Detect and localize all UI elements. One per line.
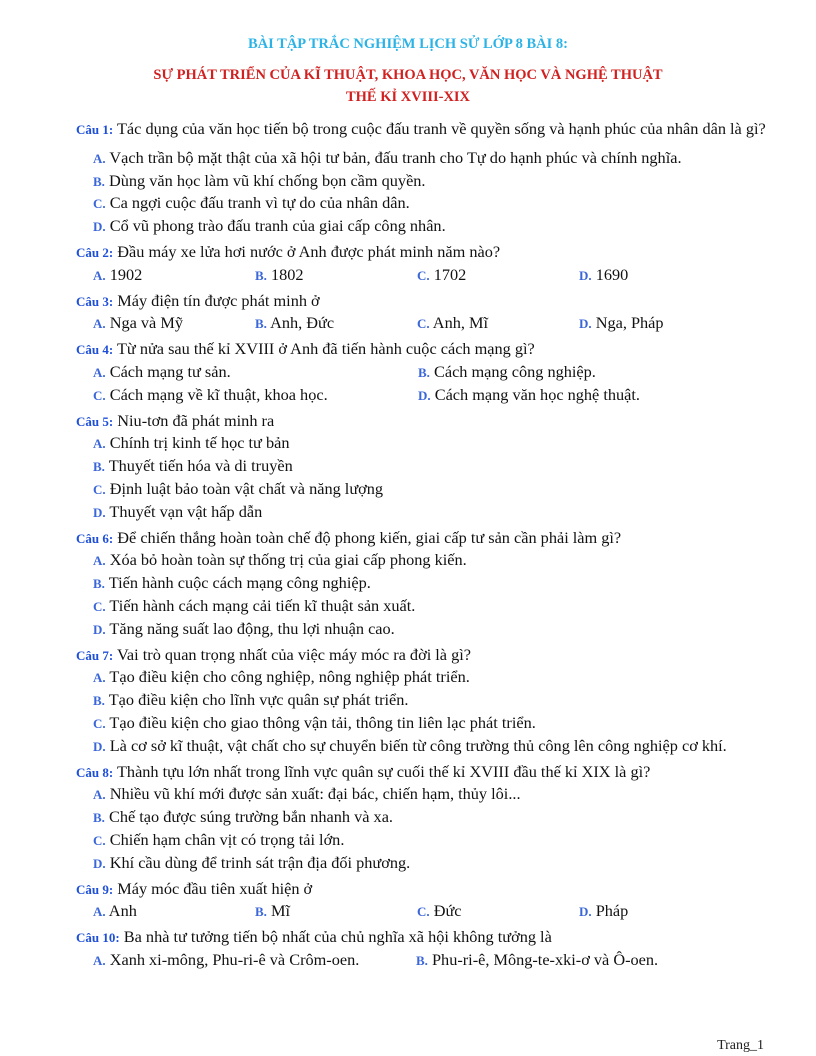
answer-label: B. — [93, 459, 105, 475]
answer-d — [579, 900, 741, 923]
answer-d — [76, 501, 768, 524]
answer-text: Mĩ — [266, 901, 290, 921]
question-text: Để chiến thắng hoàn toàn chế độ phong kiến, giai cấp tư sản cần phải làm gì? — [113, 527, 622, 547]
question-label: Câu 1: — [76, 122, 114, 137]
answer-row — [76, 312, 768, 335]
answer-b — [76, 170, 768, 193]
answer-b — [418, 361, 743, 384]
question-6 — [76, 527, 768, 550]
answer-a — [76, 783, 768, 806]
question-text: Ba nhà tư tưởng tiến bộ nhất của chủ nghĩa xã hội không tưởng là — [119, 927, 552, 947]
question-text: Tác dụng của văn học tiến bộ trong cuộc đấu tranh về quyền sống và hạnh phúc của nhân dân là gì? — [113, 119, 766, 138]
answer-label: A. — [93, 787, 106, 803]
answer-label: A. — [93, 436, 106, 452]
question-label: Câu 3: — [76, 293, 114, 309]
answer-text: Nga, Pháp — [591, 313, 664, 333]
answer-text: Là cơ sở kĩ thuật, vật chất cho sự chuyển biến từ công trường thủ công lên công nghiệp cơ khí. — [105, 735, 727, 755]
question-label: Câu 2: — [76, 244, 114, 260]
answer-text: Dùng văn học làm vũ khí chống bọn cầm quyền. — [104, 170, 426, 190]
answer-a — [76, 549, 768, 572]
answer-b — [76, 572, 768, 595]
answer-text: Cổ vũ phong trào đấu tranh của giai cấp công nhân. — [105, 216, 446, 236]
answer-label: C. — [93, 598, 106, 614]
question-8 — [76, 761, 768, 784]
answer-text: Khí cầu dùng để trinh sát trận địa đối phương. — [105, 852, 411, 872]
answer-text: Anh — [105, 901, 137, 921]
answer-a — [93, 900, 255, 923]
answer-label: D. — [579, 316, 592, 332]
answer-label: C. — [93, 387, 106, 403]
answer-label: C. — [93, 481, 106, 497]
answer-label: D. — [579, 267, 592, 283]
answer-d — [579, 264, 741, 287]
question-4 — [76, 338, 768, 361]
answer-label: B. — [93, 693, 105, 709]
answer-text: Chế tạo được súng trường bắn nhanh và xa. — [104, 807, 393, 827]
question-label: Câu 10: — [76, 930, 120, 946]
title-block — [0, 34, 816, 108]
answer-b — [255, 900, 417, 923]
answer-text: Tạo điều kiện cho lĩnh vực quân sự phát triển. — [104, 690, 409, 710]
answer-b — [416, 949, 658, 972]
answer-label: B. — [255, 267, 267, 283]
answer-label: A. — [93, 150, 106, 166]
answer-text: Cách mạng văn học nghệ thuật. — [430, 384, 640, 404]
answer-c — [76, 712, 768, 735]
title-line-3: THẾ KỈ XVIII-XIX — [345, 89, 471, 105]
answer-label: D. — [93, 219, 106, 235]
answer-label: D. — [93, 738, 106, 754]
question-list — [76, 115, 768, 972]
question-label: Câu 9: — [76, 881, 114, 897]
answer-text: Tiến hành cách mạng cải tiến kĩ thuật sản xuất. — [105, 595, 416, 615]
answer-a — [93, 312, 255, 335]
answer-text: Xanh xi-mông, Phu-ri-ê và Crôm-oen. — [105, 949, 360, 969]
answer-d — [418, 384, 743, 407]
answer-c — [417, 264, 579, 287]
answer-label: D. — [418, 387, 431, 403]
answer-text: Tiến hành cuộc cách mạng công nghiệp. — [104, 573, 371, 593]
question-label: Câu 7: — [76, 647, 114, 663]
question-7 — [76, 644, 768, 667]
answer-label: D. — [93, 855, 106, 871]
answer-text: 1702 — [429, 264, 467, 284]
answer-c — [417, 900, 579, 923]
answer-text: Định luật bảo toàn vật chất và năng lượng — [105, 478, 384, 498]
answer-row — [76, 949, 768, 972]
answer-c — [76, 829, 768, 852]
answer-text: Đức — [429, 901, 462, 921]
answer-label: B. — [255, 904, 267, 920]
answer-text: Cách mạng công nghiệp. — [429, 361, 596, 381]
question-text: Đầu máy xe lửa hơi nước ở Anh được phát minh năm nào? — [113, 241, 501, 261]
answer-b — [76, 689, 768, 712]
answer-text: Vạch trần bộ mặt thật của xã hội tư bản, đấu tranh cho Tự do hạnh phúc và chính nghĩa. — [105, 147, 682, 167]
answer-text: Chính trị kinh tế học tư bản — [105, 433, 290, 453]
question-3 — [76, 290, 768, 313]
answer-b — [76, 806, 768, 829]
question-5 — [76, 410, 768, 433]
question-10 — [76, 926, 768, 949]
answer-row — [76, 361, 768, 384]
answer-label: A. — [93, 364, 106, 380]
question-label: Câu 5: — [76, 413, 114, 429]
answer-text: Tạo điều kiện cho công nghiệp, nông nghiệp phát triển. — [105, 667, 470, 687]
answer-text: Ca ngợi cuộc đấu tranh vì tự do của nhân dân. — [105, 193, 410, 213]
answer-text: Anh, Mĩ — [429, 313, 488, 333]
answer-a — [76, 147, 768, 170]
answer-text: Anh, Đức — [266, 313, 335, 333]
answer-c — [417, 312, 579, 335]
question-label: Câu 4: — [76, 342, 114, 358]
answer-c — [76, 478, 768, 501]
answer-a — [76, 432, 768, 455]
question-2 — [76, 241, 768, 264]
answer-label: B. — [93, 173, 105, 189]
answer-d — [76, 215, 768, 238]
answer-label: B. — [93, 810, 105, 826]
answer-d — [579, 312, 741, 335]
answer-label: B. — [93, 576, 105, 592]
answer-label: C. — [417, 316, 430, 332]
answer-label: B. — [255, 316, 267, 332]
answer-label: C. — [417, 267, 430, 283]
answer-row — [76, 264, 768, 287]
question-text: Thành tựu lớn nhất trong lĩnh vực quân sự cuối thế kỉ XVIII đầu thế kỉ XIX là gì? — [113, 761, 651, 781]
answer-label: C. — [417, 904, 430, 920]
answer-d — [76, 735, 768, 758]
answer-label: D. — [579, 904, 592, 920]
title-line-1: BÀI TẬP TRẮC NGHIỆM LỊCH SỬ LỚP 8 BÀI 8: — [248, 36, 568, 52]
answer-b — [255, 264, 417, 287]
question-text: Vai trò quan trọng nhất của việc máy móc ra đời là gì? — [113, 644, 471, 664]
answer-text: Xóa bỏ hoàn toàn sự thống trị của giai cấp phong kiến. — [105, 550, 467, 570]
answer-text: Tạo điều kiện cho giao thông vận tải, thông tin liên lạc phát triển. — [105, 712, 536, 732]
answer-c — [76, 192, 768, 215]
answer-label: B. — [418, 364, 430, 380]
answer-text: Nhiều vũ khí mới được sản xuất: đại bác, chiến hạm, thủy lôi... — [105, 784, 521, 804]
answer-label: D. — [93, 504, 106, 520]
answer-text: Nga và Mỹ — [105, 313, 183, 333]
answer-a — [76, 666, 768, 689]
answer-a — [93, 949, 416, 972]
title-line-2: SỰ PHÁT TRIỂN CỦA KĨ THUẬT, KHOA HỌC, VĂN HỌC VÀ NGHỆ THUẬT — [153, 67, 663, 83]
question-text: Máy móc đầu tiên xuất hiện ở — [113, 878, 313, 898]
answer-text: Pháp — [591, 901, 629, 921]
answer-label: C. — [93, 715, 106, 731]
answer-text: Chiến hạm chân vịt có trọng tải lớn. — [105, 829, 345, 849]
answer-label: A. — [93, 670, 106, 686]
answer-label: C. — [93, 832, 106, 848]
answer-row — [76, 900, 768, 923]
answer-label: A. — [93, 553, 106, 569]
question-text: Từ nửa sau thế kỉ XVIII ở Anh đã tiến hành cuộc cách mạng gì? — [113, 339, 535, 359]
answer-d — [76, 618, 768, 641]
answer-b — [76, 455, 768, 478]
question-label: Câu 8: — [76, 764, 114, 780]
answer-label: B. — [416, 952, 428, 968]
answer-label: A. — [93, 267, 106, 283]
answer-text: 1690 — [591, 264, 629, 284]
question-9 — [76, 878, 768, 901]
answer-label: A. — [93, 904, 106, 920]
answer-text: 1802 — [266, 264, 304, 284]
answer-b — [255, 312, 417, 335]
answer-label: C. — [93, 196, 106, 212]
answer-a — [93, 361, 418, 384]
question-text: Máy điện tín được phát minh ở — [113, 290, 320, 310]
answer-text: Cách mạng tư sản. — [105, 361, 231, 381]
question-1 — [76, 118, 768, 141]
answer-text: 1902 — [105, 264, 143, 284]
question-text: Niu-tơn đã phát minh ra — [113, 410, 275, 430]
answer-text: Tăng năng suất lao động, thu lợi nhuận cao. — [105, 618, 395, 638]
answer-label: A. — [93, 316, 106, 332]
answer-a — [93, 264, 255, 287]
question-label: Câu 6: — [76, 530, 114, 546]
answer-c — [76, 595, 768, 618]
answer-d — [76, 852, 768, 875]
answer-text: Thuyết vạn vật hấp dẫn — [105, 501, 263, 521]
page-number: Trang_1 — [717, 1038, 764, 1053]
answer-text: Thuyết tiến hóa và di truyền — [104, 456, 293, 476]
answer-row — [76, 384, 768, 407]
answer-label: D. — [93, 621, 106, 637]
answer-text: Phu-ri-ê, Mông-te-xki-ơ và Ô-oen. — [427, 949, 659, 969]
answer-c — [93, 384, 418, 407]
answer-label: A. — [93, 952, 106, 968]
answer-text: Cách mạng về kĩ thuật, khoa học. — [105, 384, 328, 404]
